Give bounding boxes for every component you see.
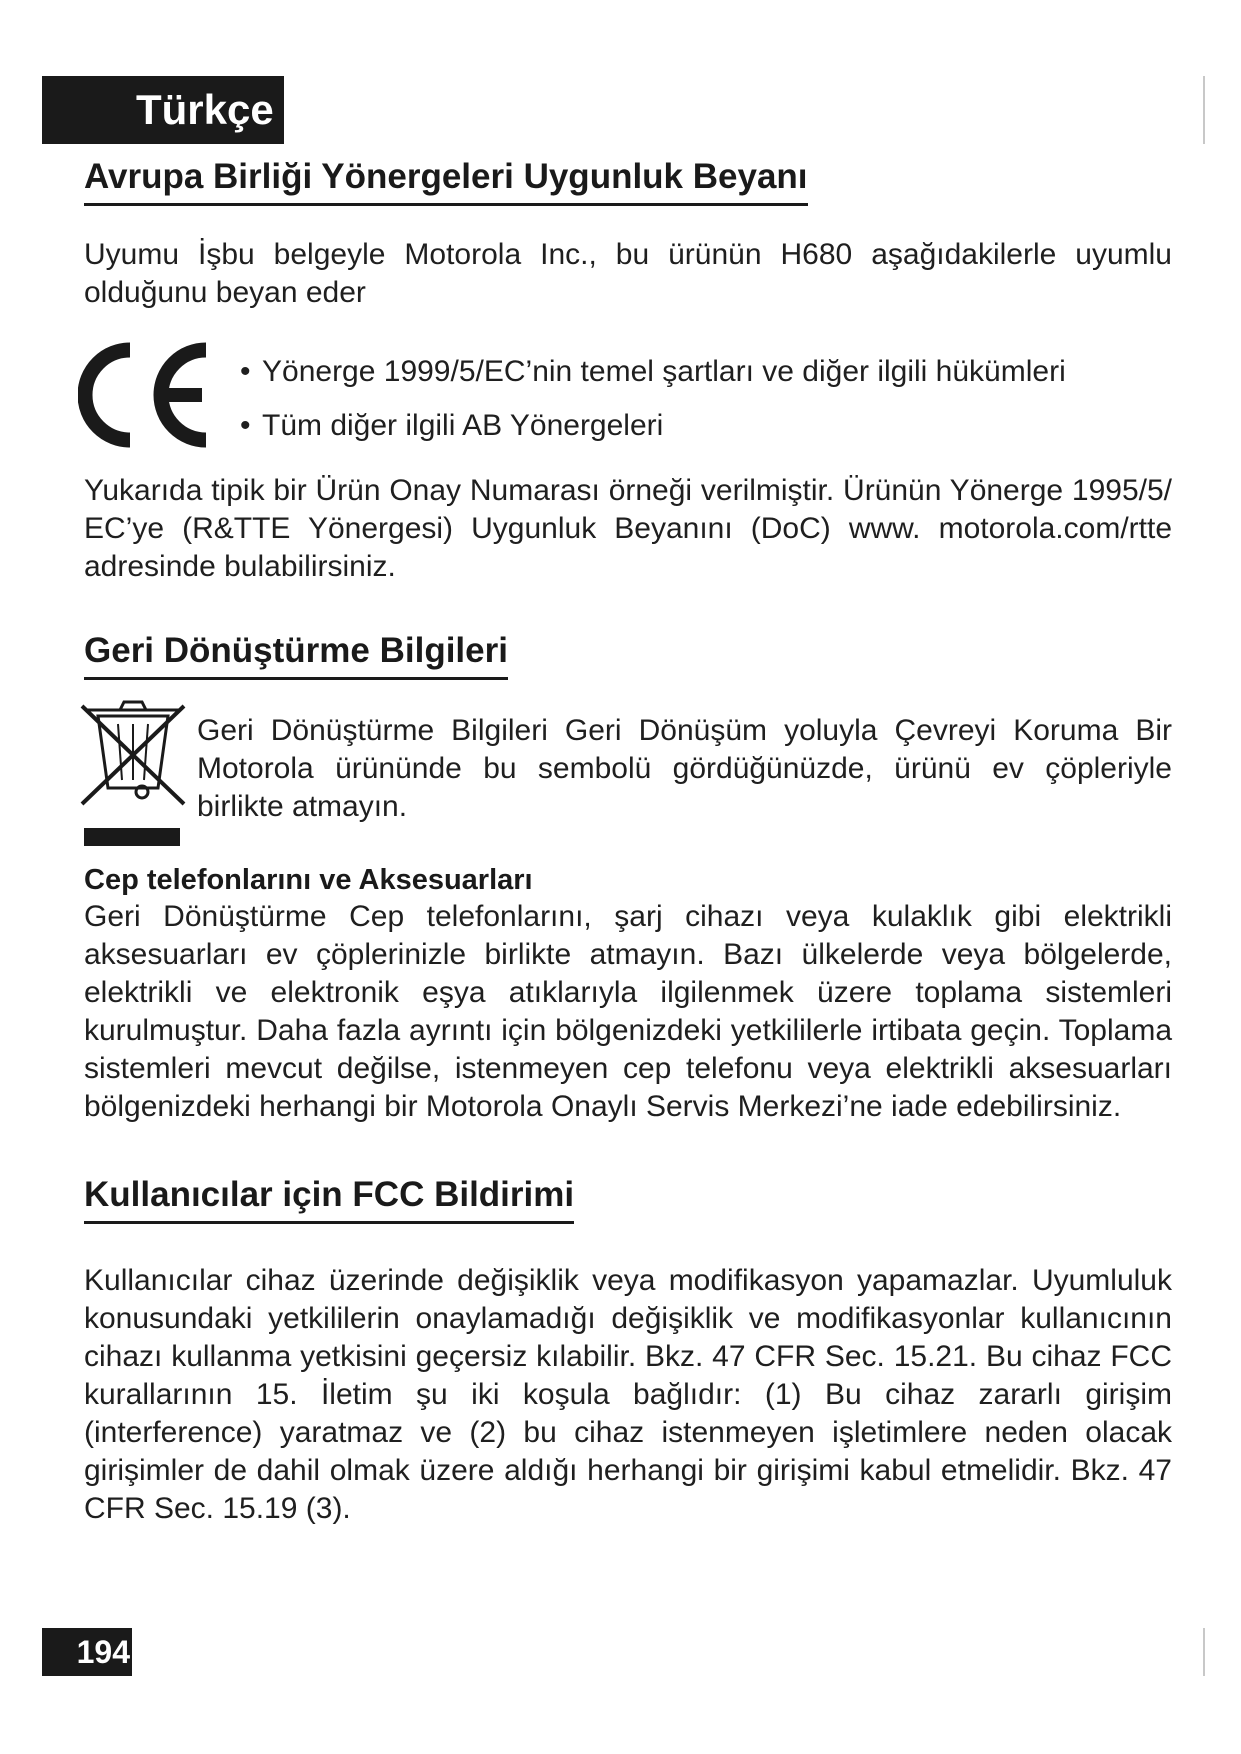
eu-details-text: Yukarıda tipik bir Ürün Onay Numarası örneği verilmiştir. Ürünün Yönerge 1995/5/ EC’ye (R&TTE Yönergesi) Uygunluk Beyanını (DoC) www. motorola.com/rtte adresinde bulabilirsiniz. <box>84 474 1172 583</box>
recycling-section-title: Geri Dönüştürme Bilgileri <box>84 632 508 680</box>
phones-accessories-heading: Cep telefonlarını ve Aksesuarları <box>84 864 533 896</box>
list-item: • Tüm diğer ilgili AB Yönergeleri <box>240 409 664 442</box>
recycling-body-text: Geri Dönüştürme Cep telefonlarını, şarj cihazı veya kulaklık gibi elektrikli aksesuarları ev çöplerinizle birlikte atmayın. Bazı ülkelerde veya bölgelerde, elektrikli ve elektronik eşya atıklarıyla ilgilenmek üzere toplama sistemleri kurulmuştur. Daha fazla ayrıntı için bölgenizdeki yetkililerle irtibata geçin. Toplama sistemleri mevcut değilse, istenmeyen cep telefonu veya elektrikli aksesuarları bölgenizdeki herhangi bir Motorola Onaylı Servis Merkezi’ne iade edebilirsiniz. <box>84 900 1172 1123</box>
fcc-section-title: Kullanıcılar için FCC Bildirimi <box>84 1176 574 1224</box>
recycling-symbol-text: Geri Dönüştürme Bilgileri Geri Dönüşüm yoluyla Çevreyi Koruma Bir Motorola ürününde bu sembolü gördüğünüzde, ürünü ev çöpleriyle birlikte atmayın. <box>197 714 1172 823</box>
eu-intro-text: Uyumu İşbu belgeyle Motorola Inc., bu ürünün H680 aşağıdakilerle uyumlu olduğunu beyan eder <box>84 238 1172 309</box>
ce-mark-icon <box>78 342 216 448</box>
eu-section-title: Avrupa Birliği Yönergeleri Uygunluk Beyanı <box>84 158 808 206</box>
edge-rule-bottom <box>1203 1628 1205 1676</box>
fcc-body-text: Kullanıcılar cihaz üzerinde değişiklik veya modifikasyon yapamazlar. Uyumluluk konusundaki yetkililerin onaylamadığı değişiklik ve modifikasyonlar kullanıcının cihazı kullanma yetkisini geçersiz kılabilir. Bkz. 47 CFR Sec. 15.21. Bu cihaz FCC kurallarının 15. İletim şu iki koşula bağlıdır: (1) Bu cihaz zararlı girişim (interference) yaratmaz ve (2) bu cihaz istenmeyen işletimlere neden olacak girişimler de dahil olmak üzere aldığı herhangi bir girişimi kabul etmelidir. Bkz. 47 CFR Sec. 15.19 (3). <box>84 1264 1172 1525</box>
page-number: 194 <box>42 1628 132 1676</box>
crossed-bin-icon <box>78 700 188 850</box>
eu-bullet-list <box>240 345 1066 453</box>
edge-rule-top <box>1203 76 1205 144</box>
language-tab: Türkçe <box>42 76 284 144</box>
list-item: • Yönerge 1999/5/EC’nin temel şartları ve diğer ilgili hükümleri <box>240 355 1066 388</box>
